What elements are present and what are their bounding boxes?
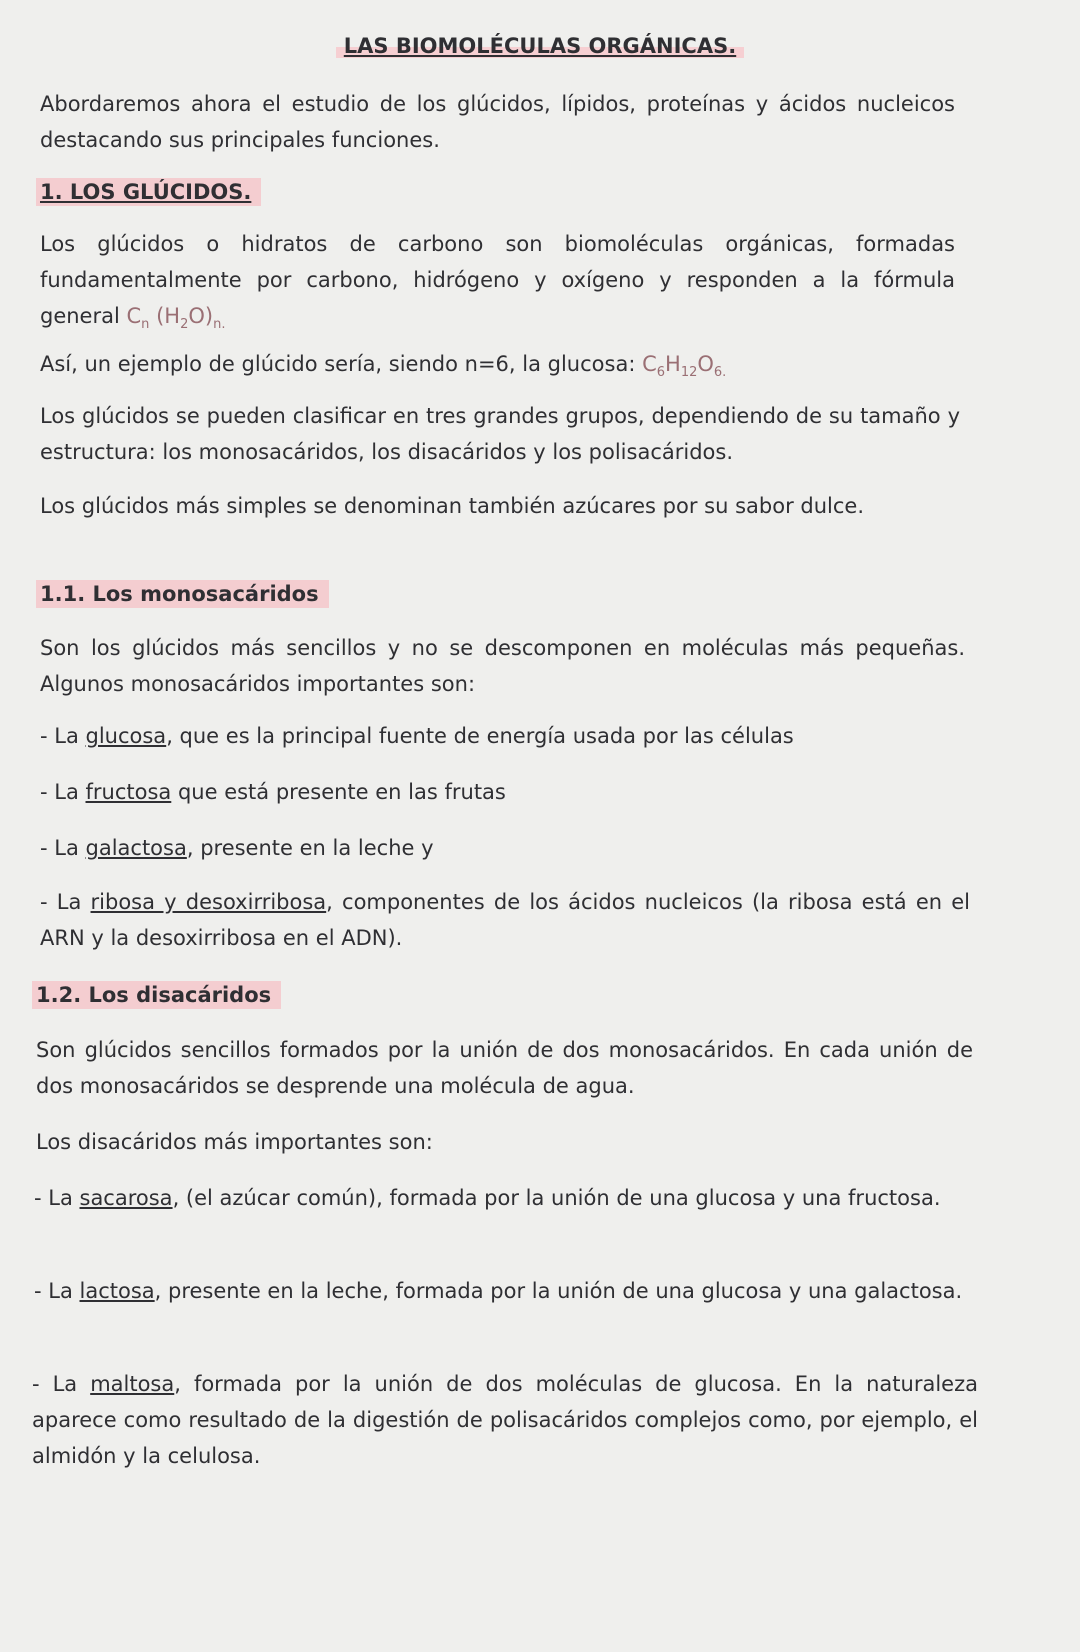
monosacaridos-paragraph: Son los glúcidos más sencillos y no se descomponen en moléculas más pequeñas. Algunos monosacáridos importantes son: [40,636,965,696]
general-formula: $C_n$ $(H_2O)_{n.}$ [126,304,226,333]
glucose-example: Así, un ejemplo de glúcido sería, siendo n=6, la glucosa: $C_6H_{12}O_{6.}$ [40,352,727,381]
sugars-paragraph: Los glúcidos más simples se denominan también azúcares por su sabor dulce. [40,494,864,518]
list-item: - La fructosa que está presente en las frutas [40,780,506,804]
list-item: - La maltosa, formada por la unión de dos moléculas de glucosa. En la naturaleza aparece como resultado de la digestión de polisacáridos complejos como, por ejemplo, el almidón y la celulosa. [32,1372,978,1468]
disacaridos-intro: Los disacáridos más importantes son: [36,1130,433,1154]
list-item: - La galactosa, presente en la leche y [40,836,434,860]
list-item: - La lactosa, presente en la leche, formada por la unión de una glucosa y una galactosa. [34,1279,963,1303]
classification-paragraph: Los glúcidos se pueden clasificar en tres grandes grupos, dependiendo de su tamaño y estructura: los monosacáridos, los disacáridos y los polisacáridos. [40,404,960,464]
list-item: - La sacarosa, (el azúcar común), formada por la unión de una glucosa y una fructosa. [34,1186,941,1210]
glucose-formula: $C_6H_{12}O_{6.}$ [642,352,727,381]
list-item: - La ribosa y desoxirribosa, componentes de los ácidos nucleicos (la ribosa está en el ARN y la desoxirribosa en el ADN). [40,890,970,950]
disacaridos-paragraph: Son glúcidos sencillos formados por la unión de dos monosacáridos. En cada unión de dos monosacáridos se desprende una molécula de agua. [36,1038,973,1098]
intro-paragraph: Abordaremos ahora el estudio de los glúcidos, lípidos, proteínas y ácidos nucleicos destacando sus principales funciones. [40,92,955,152]
list-item: - La glucosa, que es la principal fuente de energía usada por las células [40,724,794,748]
section-heading-monosacaridos: 1.1. Los monosacáridos [40,576,1005,612]
section-heading-glucidos: 1. LOS GLÚCIDOS. [40,174,1005,210]
section-heading-disacaridos: 1.2. Los disacáridos [36,977,1001,1013]
page-title: LAS BIOMOLÉCULAS ORGÁNICAS. [0,34,1080,58]
glucidos-definition: Los glúcidos o hidratos de carbono son biomoléculas orgánicas, formadas fundamentalmente por carbono, hidrógeno y oxígeno y responden a la fórmula general $C_n$ $(H_2O)_{n.}$ [40,232,955,333]
